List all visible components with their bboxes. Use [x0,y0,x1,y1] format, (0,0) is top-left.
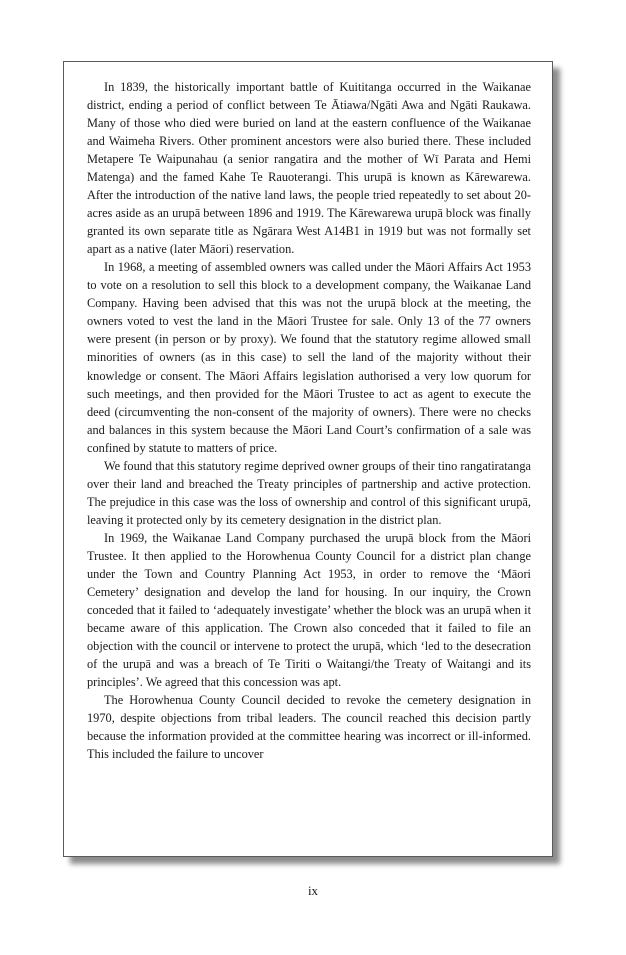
paragraph-statutory-regime: We found that this statutory regime deprived owner groups of their tino rangatiratanga over their land and breached the Treaty principles of partnership and active protection. The prejudice in this case was the loss of ownership and control of this significant urupā, leaving it protected only by its cemetery designation in the district plan. [87,458,531,527]
paragraph-1969-purchase: In 1969, the Waikanae Land Company purchased the urupā block from the Māori Trustee. It then applied to the Horowhenua County Council for a district plan change under the Town and Country Planning Act 1953, in order to remove the ‘Māori Cemetery’ designation and develop the land for housing. In our inquiry, the Crown conceded that it failed to ‘adequately investigate’ whether the block was an urupā when it became aware of this application. The Crown also conceded that it failed to file an objection with the council or intervene to protect the urupā, which ‘led to the desecration of the urupā and was a breach of Te Tiriti o Waitangi/the Treaty of Waitangi and its principles’. We agreed that this concession was apt. [87,530,531,690]
body-text [87,78,531,763]
paragraph-kuititanga: In 1839, the historically important battle of Kuititanga occurred in the Waikanae district, ending a period of conflict between Te Ātiawa/Ngāti Awa and Ngāti Raukawa. Many of those who died were buried on land at the eastern confluence of the Waikanae and Waimeha Rivers. Other prominent ancestors were also buried there. These included Metapere Te Waipunahau (a senior rangatira and the mother of Wī Parata and Hemi Matenga) and the famed Kahe Te Rauoterangi. This urupā is known as Kārewarewa. After the introduction of the native land laws, the people tried repeatedly to set about 20-acres aside as an urupā between 1896 and 1919. The Kārewarewa urupā block was finally granted its own separate title as Ngārara West A14B1 in 1919 but was not formally set apart as a native (later Māori) reservation. [87,80,531,257]
page-number: ix [307,883,319,898]
paragraph-council-decision: The Horowhenua County Council decided to revoke the cemetery designation in 1970, despite objections from tribal leaders. The council reached this decision partly because the information provided at the committee hearing was incorrect or ill-informed. This included the failure to uncover [87,693,531,762]
page-frame [63,61,553,857]
paragraph-1968-meeting: In 1968, a meeting of assembled owners was called under the Māori Affairs Act 1953 to vote on a resolution to sell this block to a development company, the Waikanae Land Company. Having been advised that this was not the urupā block at the meeting, the owners voted to vest the land in the Māori Trustee for sale. Only 13 of the 77 owners were present (in person or by proxy). We found that the statutory regime allowed small minorities of owners (as in this case) to sell the land of the majority without their knowledge or consent. The Māori Affairs legislation authorised a very low quorum for such meetings, and then provided for the Māori Trustee to act as agent to execute the deed (circumventing the non-consent of the majority of owners). There were no checks and balances in this system because the Māori Land Court’s confirmation of a sale was confined by statute to matters of price. [87,260,531,455]
